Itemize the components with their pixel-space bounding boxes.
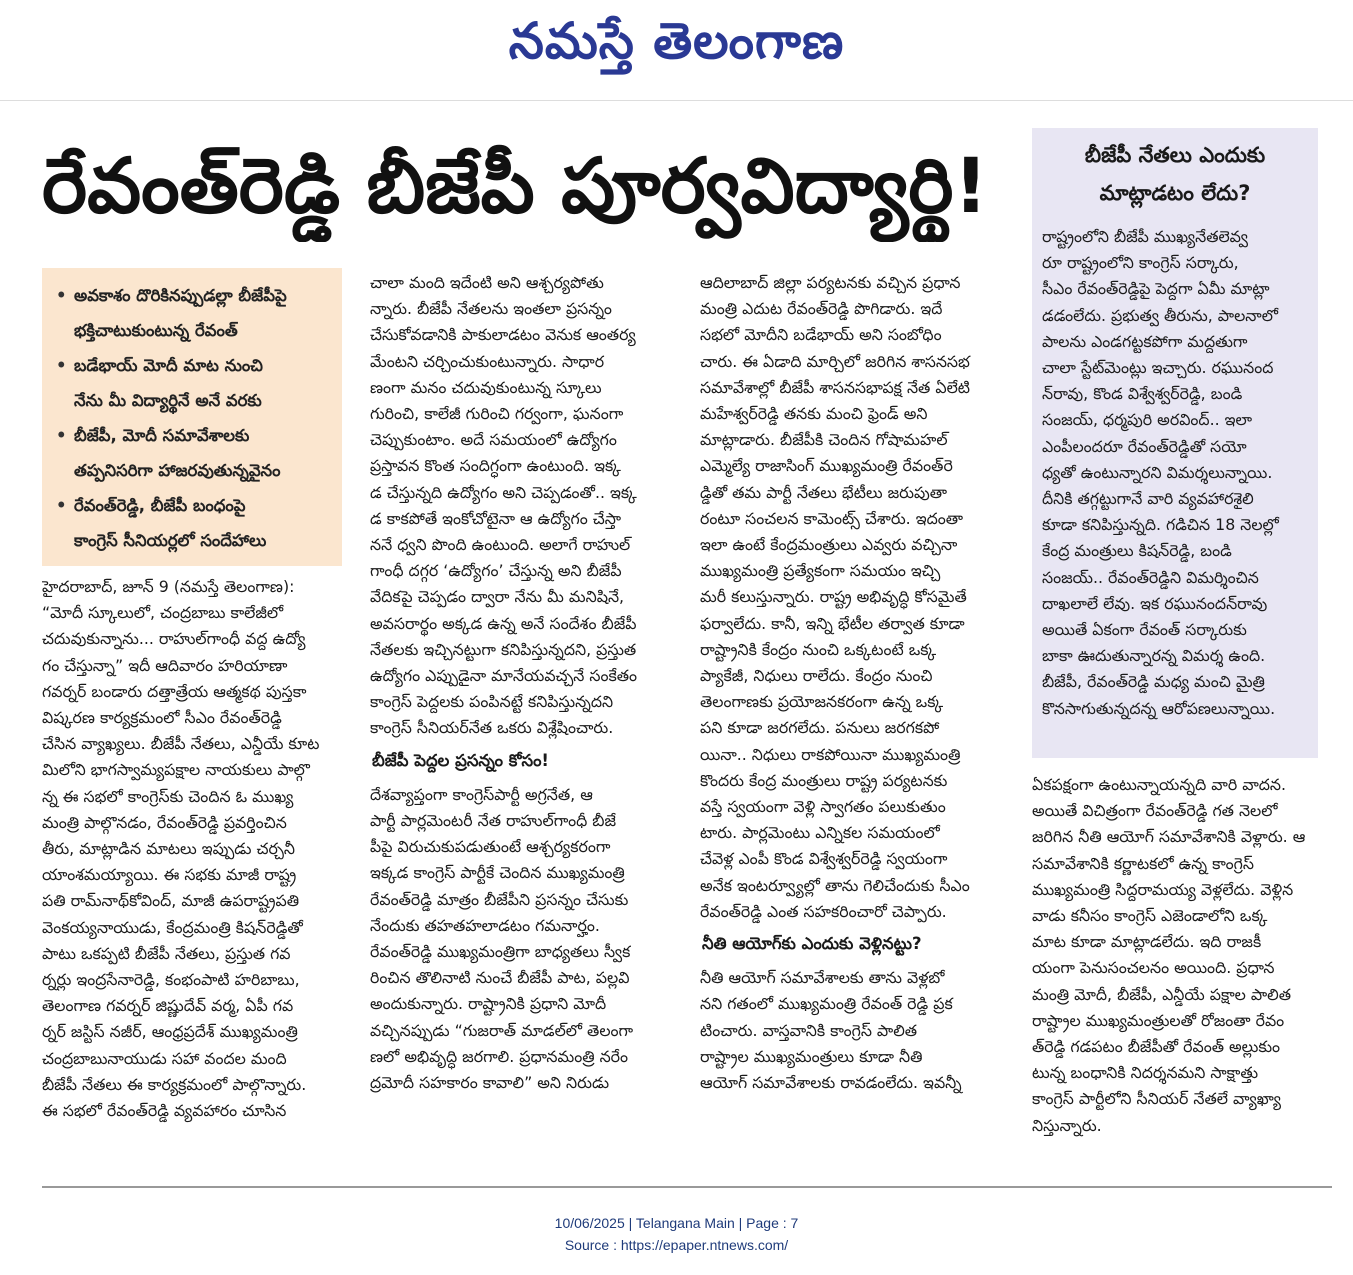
column-3-paragraph — [700, 270, 1005, 925]
text-line: అవసరార్థం అక్కడ ఉన్న అనే సందేశం బీజేపీ — [370, 613, 637, 633]
text-line: సంజయ్, ధర్మపురి అరవింద్.. ఇలా — [1042, 410, 1253, 430]
text-line: రాష్ట్రాల ముఖ్యమంత్రులు కూడా నీతి — [700, 1046, 923, 1066]
text-line: నీతి ఆయోగ్ సమావేశాలకు తాను వెళ్లబో — [700, 968, 945, 988]
text-line: ద్రమోదీ సహకారం కావాలి” అని నిరుడు — [370, 1073, 610, 1093]
article-column-3 — [700, 270, 1005, 1174]
text-line: తెలంగాణకు ప్రయోజనకరంగా ఉన్న ఒక్క — [700, 692, 944, 712]
text-line: అయితే ఏకంగా రేవంత్ సర్కారుకు — [1042, 620, 1247, 640]
highlight-item — [56, 278, 334, 348]
text-line: జరిగిన నీతి ఆయోగ్ సమావేశానికి వెళ్లారు. ఆ — [1032, 827, 1306, 847]
text-line: మాట్లాడారు. బీజేపీకి చెందిన గోషామహల్ — [700, 430, 948, 450]
text-line: నని గతంలో ముఖ్యమంత్రి రేవంత్ రెడ్డి ప్రక — [700, 994, 953, 1014]
masthead-divider — [0, 100, 1353, 101]
text-line: మంత్రి పాల్గొనడం, రేవంత్‌రెడ్డి ప్రవర్తించిన — [42, 812, 287, 832]
text-line: రించిన తొలినాటి నుంచే బీజేపీ పాట, పల్లవి — [370, 968, 630, 988]
text-line: యాంశమయ్యాయి. ఈ సభకు మాజీ రాష్ట్ర — [42, 865, 297, 885]
highlight-item — [56, 488, 334, 558]
footer — [0, 1212, 1353, 1256]
text-line: డ కాకపోతే ఇంకోచోటైనా ఆ ఉద్యోగం చేస్తా — [370, 508, 622, 528]
text-line: యినా.. నిధులు రాకపోయినా ముఖ్యమంత్రి — [700, 744, 961, 764]
text-line: దీనికి తగ్గట్టుగానే వారి వ్యవహారశైలి — [1042, 489, 1254, 509]
text-line: ఇక్కడ కాంగ్రెస్ పార్టీకే చెందిన ముఖ్యమంత్రి — [370, 863, 625, 883]
text-line: ధ్యతో ఉంటున్నారని విమర్శలున్నాయి. — [1042, 462, 1273, 482]
text-line: సీఎం రేవంత్‌రెడ్డిపై పెద్దగా ఏమీ మాట్లా — [1042, 279, 1270, 299]
text-line: పార్టీ పార్లమెంటరీ నేత రాహుల్‌గాంధీ బీజే — [370, 811, 617, 831]
sidebar-title — [1032, 128, 1318, 212]
text-line: వేదికపై చెప్పడం ద్వారా నేను మీ మనిషినే, — [370, 587, 625, 607]
highlight-line: • అవకాశం దొరికినప్పుడల్లా బీజేపీపై — [74, 286, 287, 305]
text-line: ఎంపీలందరూ రేవంత్‌రెడ్డితో సయో — [1042, 436, 1247, 456]
highlight-item — [56, 418, 334, 488]
text-line: న్న ఈ సభలో కాంగ్రెస్‌కు చెందిన ఓ ముఖ్య — [42, 786, 294, 806]
text-line: విష్కరణ కార్యక్రమంలో సీఎం రేవంత్‌రెడ్డి — [42, 708, 282, 728]
text-line: రేవంత్‌రెడ్డి మాత్రం బీజేపీని ప్రసన్నం చేసుకు — [370, 889, 629, 909]
text-line: ముఖ్యమంత్రి సిద్దరామయ్య వెళ్లలేదు. వెళ్లిన — [1032, 879, 1294, 899]
article-column-4 — [1032, 772, 1332, 1172]
sidebar-box — [1032, 128, 1318, 758]
highlight-item — [56, 348, 334, 418]
text-line: రేవంత్‌రెడ్డి ముఖ్యమంత్రిగా బాధ్యతలు స్వీక — [370, 942, 631, 962]
text-line: ఇలా ఉంటే కేంద్రమంత్రులు ఎవ్వరు వచ్చినా — [700, 535, 958, 555]
subheading-niti-aayog: నీతి ఆయోగ్‌కు ఎందుకు వెళ్లినట్టు? — [702, 934, 922, 954]
text-line: రాష్ట్రానికి కేంద్రం నుంచి ఒక్కటంటే ఒక్క — [700, 639, 937, 659]
text-line: టించారు. వాస్తవానికి కాంగ్రెస్ పాలిత — [700, 1020, 918, 1040]
text-line: అనేక ఇంటర్వ్యూల్లో తాను గెలిచేందుకు సీఎం — [700, 875, 970, 895]
text-line: చారు. ఈ ఏడాది మార్చిలో జరిగిన శాసనసభ — [700, 351, 970, 371]
text-line: బీజేపీ, రేవంత్‌రెడ్డి మధ్య మంచి మైత్రి — [1042, 672, 1265, 692]
text-line: చాలా స్టేట్‌మెంట్లు ఇచ్చారు. రఘునంద — [1042, 358, 1274, 378]
highlight-line: • బీజేపీ, మోదీ సమావేశాలకు — [74, 426, 250, 445]
text-line: తెలంగాణ గవర్నర్ జిష్ణుదేవ్ వర్మ, ఏపీ గవ — [42, 996, 294, 1016]
text-line: గురించి, కాలేజీ గురించి గర్వంగా, ఘనంగా — [370, 404, 624, 424]
text-line: పాలను ఎండగట్టకపోగా మద్దతుగా — [1042, 331, 1248, 351]
text-line: ర్నర్ జస్టిస్ నజీర్, ఆంధ్రప్రదేశ్ ముఖ్యమంత్రి — [42, 1022, 298, 1042]
text-line: మంత్రి ఎదుట రేవంత్‌రెడ్డి పొగిడారు. ఇదే — [700, 299, 943, 319]
text-line: డడంలేదు. ప్రభుత్వ తీరును, పాలనాలో — [1042, 305, 1278, 325]
text-line: చెప్పుకుంటాం. అదే సమయంలో ఉద్యోగం — [370, 430, 617, 450]
text-line: చాలా మంది ఇదేంటి అని ఆశ్చర్యపోతు — [370, 273, 604, 292]
text-line: వస్తే స్వయంగా వెళ్లి స్వాగతం పలుకుతుం — [700, 797, 946, 817]
text-line: మాట కూడా మాట్లాడలేదు. ఇది రాజకీ — [1032, 932, 1262, 952]
text-line: దేశవ్యాప్తంగా కాంగ్రెస్‌పార్టీ అగ్రనేత, ఆ — [370, 784, 593, 804]
text-line: చంద్రబాబునాయుడు సహా వందల మంది — [42, 1048, 287, 1068]
text-line: కొనసాగుతున్నదన్న ఆరోపణలున్నాయి. — [1042, 698, 1276, 718]
text-line: ప్యాకేజీ, నిధులు రాలేదు. కేంద్రం నుంచి — [700, 666, 933, 686]
text-line: దాఖలాలే లేవు. ఇక రఘునందన్‌రావు — [1042, 593, 1268, 613]
text-line: పాటు ఒకప్పటి బీజేపీ నేతలు, ప్రస్తుత గవ — [42, 943, 291, 963]
text-line: బీజేపీ నేతలు ఈ కార్యక్రమంలో పాల్గొన్నారు. — [42, 1074, 307, 1094]
text-line: కాంగ్రెస్ పార్టీలోని సీనియర్ నేతలే వ్యాఖ్యా — [1032, 1089, 1281, 1109]
text-line: రాష్ట్రాల ముఖ్యమంత్రులతో రోజంతా రేవం — [1032, 1010, 1285, 1030]
highlights-box — [42, 268, 342, 566]
text-line: చదువుకున్నాను... రాహుల్‌గాంధీ వద్ద ఉద్యో — [42, 629, 306, 649]
text-line: పతి రామ్‌నాథ్‌కోవింద్, మాజీ ఉపరాష్ట్రపతి — [42, 891, 300, 911]
text-line: పీపై విరుచుకుపడుతుంటే ఆశ్చర్యకరంగా — [370, 837, 611, 857]
headline: రేవంత్‌రెడ్డి బీజేపీ పూర్వవిద్యార్థి! — [42, 141, 989, 230]
text-line: కూడా కనిపిస్తున్నది. గడిచిన 18 నెలల్లో — [1042, 515, 1279, 535]
text-line: ఆదిలాబాద్ జిల్లా పర్యటనకు వచ్చిన ప్రధాన — [700, 273, 961, 292]
text-line: ఈ సభలో రేవంత్‌రెడ్డి వ్యవహారం చూసిన — [42, 1101, 287, 1121]
text-line: టారు. పార్లమెంటు ఎన్నికల సమయంలో — [700, 823, 940, 843]
text-line: మరీ కలుస్తున్నారు. రాష్ట్ర అభివృద్ధి కోసమైతే — [700, 587, 967, 607]
text-line: బాకా ఊదుతున్నారన్న విమర్శ ఉంది. — [1042, 646, 1266, 666]
text-line: ర్నర్లు ఇంద్రసేనారెడ్డి, కంభంపాటి హరిబాబు, — [42, 970, 300, 990]
text-line: డ్డితో తమ పార్టీ నేతలు భేటీలు జరుపుతా — [700, 482, 948, 502]
text-line: న్నారు. బీజేపీ నేతలను ఇంతలా ప్రసన్నం — [370, 299, 612, 319]
text-line: టున్న బంధానికి నిదర్శనమని సాక్షాత్తు — [1032, 1063, 1259, 1083]
text-line: మేంటని చర్చించుకుంటున్నారు. సాధార — [370, 351, 605, 371]
highlight-line: నేను మీ విద్యార్థినే అనే వరకు — [74, 391, 262, 410]
text-line: ఆయోగ్ సమావేశాలకు రావడంలేదు. ఇవన్నీ — [700, 1073, 962, 1093]
column-2-paragraph — [370, 270, 675, 742]
article-column-1 — [42, 574, 342, 1174]
text-line: ననే ధ్వని పొంది ఉంటుంది. అలాగే రాహుల్ — [370, 535, 631, 555]
footer-source-link[interactable]: Source : https://epaper.ntnews.com/ — [564, 1237, 789, 1253]
text-line: గం చేస్తున్నా” ఇదీ ఆదివారం హరియాణా — [42, 655, 288, 675]
text-line: సంజయ్.. రేవంత్‌రెడ్డిని విమర్శించిన — [1042, 567, 1259, 587]
text-line: మహేశ్వర్‌రెడ్డి తనకు మంచి ఫ్రెండ్ అని — [700, 404, 928, 424]
text-line: తీరు, మాట్లాడిన మాటలు ఇప్పుడు చర్చనీ — [42, 839, 296, 859]
text-line: గవర్నర్ బండారు దత్తాత్రేయ ఆత్మకథ పుస్తకా — [42, 681, 307, 701]
column-2-paragraph-2 — [370, 782, 675, 1096]
text-line: ణలో అభివృద్ధి జరగాలి. ప్రధానమంత్రి నరేం — [370, 1046, 629, 1066]
sidebar-title-line-2: మాట్లాడటం లేదు? — [1099, 181, 1251, 205]
sidebar-title-line-1: బీజేపీ నేతలు ఎందుకు — [1084, 143, 1266, 167]
text-line: చేవెళ్ల ఎంపీ కొండ విశ్వేశ్వర్‌రెడ్డి స్వయంగా — [700, 849, 948, 869]
text-line: నిస్తున్నారు. — [1032, 1115, 1102, 1135]
highlight-line: తప్పనిసరిగా హాజరవుతున్నవైనం — [74, 461, 281, 480]
text-line: చేసిన వ్యాఖ్యలు. బీజేపీ నేతలు, ఎన్డీయే కూట — [42, 734, 320, 754]
text-line: ప్రస్తావన కొంత సందిగ్ధంగా ఉంటుంది. ఇక్క — [370, 456, 621, 476]
text-line: డ చేస్తున్నది ఉద్యోగం అని చెప్పడంతో.. ఇక్క — [370, 482, 637, 502]
text-line: నేతలకు ఇచ్చినట్టుగా కనిపిస్తున్నదని, ప్రస్తుత — [370, 639, 637, 659]
highlight-line: కాంగ్రెస్ సీనియర్లలో సందేహాలు — [74, 531, 267, 550]
text-line: కొందరు కేంద్ర మంత్రులు రాష్ట్ర పర్యటనకు — [700, 770, 948, 790]
text-line: త్‌రెడ్డి గడపటం బీజేపీతో రేవంత్ అల్లుకుం — [1032, 1037, 1281, 1057]
footer-divider — [42, 1186, 1332, 1188]
text-line: వెంకయ్యనాయుడు, కేంద్రమంత్రి కిషన్‌రెడ్డితో — [42, 917, 303, 937]
text-line: సమావేశాల్లో బీజేపీ శాసనసభాపక్ష నేత ఏలేటి — [700, 377, 970, 397]
column-3-paragraph-2 — [700, 965, 1005, 1096]
subheading-bjp-favour: బీజేపీ పెద్దల ప్రసన్నం కోసం! — [372, 750, 549, 770]
text-line: సమావేశానికి కర్ణాటకలో ఉన్న కాంగ్రెస్ — [1032, 853, 1254, 873]
text-line: ఉద్యోగం ఎప్పుడైనా మానేయవచ్చనే సంకేతం — [370, 666, 638, 686]
text-line: కాంగ్రెస్ సీనియర్‌నేత ఒకరు విశ్లేషించారు. — [370, 718, 614, 738]
text-line: పని కూడా జరగలేదు. పనులు జరగకపో — [700, 718, 940, 738]
text-line: చేసుకోవడానికి పాకులాడటం వెనుక ఆంతర్య — [370, 325, 636, 345]
text-line: ణంగా మనం చదువుకుంటున్న స్కూలు — [370, 377, 602, 397]
text-line: సభలో మోదీని బడేభాయ్ అని సంబోధిం — [700, 325, 942, 345]
article-column-2 — [370, 270, 675, 1174]
highlight-line: • బడేభాయ్ మోదీ మాట నుంచి — [74, 356, 263, 375]
masthead — [0, 0, 1353, 92]
footer-edition-info: 10/06/2025 | Telangana Main | Page : 7 — [554, 1215, 799, 1231]
highlight-line: భక్తిచాటుకుంటున్న రేవంత్ — [74, 321, 238, 340]
text-line: హైదరాబాద్, జూన్ 9 (నమస్తే తెలంగాణ): — [42, 577, 295, 596]
text-line: అయితే విచిత్రంగా రేవంత్‌రెడ్డి గత నెలలో — [1032, 801, 1278, 821]
text-line: న్‌రావు, కొండ విశ్వేశ్వర్‌రెడ్డి, బండి — [1042, 384, 1243, 404]
text-line: కేంద్ర మంత్రులు కిషన్‌రెడ్డి, బండి — [1042, 541, 1232, 561]
highlights-list — [42, 268, 342, 558]
text-line: మిలోని భాగస్వామ్యపక్షాల నాయకులు పాల్గొ — [42, 760, 310, 780]
sidebar-body — [1042, 224, 1312, 722]
text-line: “మోదీ స్కూలులో, చంద్రబాబు కాలేజీలో — [42, 603, 284, 623]
text-line: రేవంత్‌రెడ్డి ఎంత సహకరించారో చెప్పారు. — [700, 901, 947, 921]
text-line: రూ రాష్ట్రంలోని కాంగ్రెస్ సర్కారు, — [1042, 253, 1239, 273]
text-line: రాష్ట్రంలోని బీజేపీ ముఖ్యనేతలెవ్వ — [1042, 227, 1248, 246]
text-line: కాంగ్రెస్ పెద్దలకు పంపినట్టే కనిపిస్తున్నదని — [370, 692, 614, 712]
text-line: అందుకున్నారు. రాష్ట్రానికి ప్రధాని మోదీ — [370, 994, 607, 1014]
text-line: ఎమ్మెల్యే రాజాసింగ్ ముఖ్యమంత్రి రేవంత్‌రె — [700, 456, 953, 476]
text-line: వాడు కనీసం కాంగ్రెస్ ఎజెండాలోని ఒక్క — [1032, 906, 1268, 926]
text-line: రంటూ సంచలన కామెంట్స్ చేశారు. ఇదంతా — [700, 508, 964, 528]
text-line: మంత్రి మోదీ, బీజేపీ, ఎన్డీయే పక్షాల పాలిత — [1032, 984, 1292, 1004]
text-line: ముఖ్యమంత్రి ప్రత్యేకంగా సమయం ఇచ్చి — [700, 561, 941, 581]
highlight-line: • రేవంత్‌రెడ్డి, బీజేపీ బంధంపై — [74, 496, 246, 515]
text-line: వచ్చినప్పుడు “గుజరాత్ మాడల్‌లో తెలంగా — [370, 1020, 634, 1040]
text-line: గాంధీ దగ్గర ‘ఉద్యోగం’ చేస్తున్న అని బీజేపీ — [370, 561, 622, 581]
newspaper-logo: నమస్తే తెలంగాణ — [508, 12, 845, 70]
text-line: యంగా పెనుసంచలనం అయింది. ప్రధాన — [1032, 958, 1275, 978]
text-line: నేందుకు తహతహలాడటం గమనార్హం. — [370, 915, 600, 935]
text-line: ఫర్వాలేదు. కానీ, ఇన్ని భేటీల తర్వాత కూడా — [700, 613, 965, 633]
text-line: ఏకపక్షంగా ఉంటున్నాయన్నది వారి వాదన. — [1032, 775, 1287, 794]
